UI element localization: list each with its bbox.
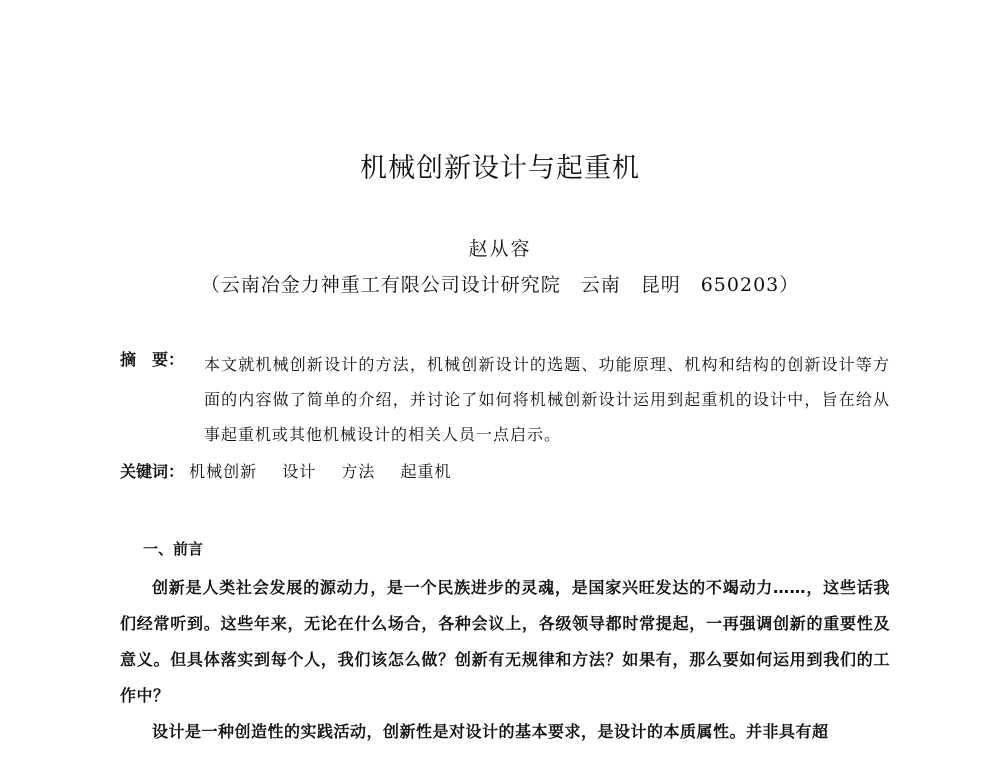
- keyword: 起重机: [400, 462, 452, 481]
- abstract-label: 摘 要：: [120, 350, 185, 369]
- paper-title: 机械创新设计与起重机: [360, 153, 640, 184]
- keywords-label: 关键词：: [120, 462, 185, 481]
- keyword: 机械创新: [189, 462, 258, 481]
- paragraph: 设计是一种创造性的实践活动，创新性是对设计的基本要求，是设计的本质属性。并非具有超: [152, 722, 829, 741]
- keyword: 方法: [341, 462, 376, 481]
- author-affiliation: （云南冶金力神重工有限公司设计研究院 云南 昆明 650203）: [200, 274, 800, 296]
- body-text: [120, 570, 890, 750]
- paragraph: 创新是人类社会发展的源动力，是一个民族进步的灵魂，是国家兴旺发达的不竭动力……，这些话我们经常听到。这些年来，无论在什么场合，各种会议上，各级领导都时常提起，一再强调创新的重要性及意义。但具体落实到每个人，我们该怎么做？创新有无规律和方法？如果有，那么要如何运用到我们的工作中？: [120, 578, 890, 705]
- abstract-text: 本文就机械创新设计的方法，机械创新设计的选题、功能原理、机构和结构的创新设计等方面的内容做了简单的介绍，并讨论了如何将机械创新设计运用到起重机的设计中，旨在给从事起重机或其他机械设计的相关人员一点启示。: [204, 355, 890, 444]
- keywords: [120, 459, 890, 482]
- author-name: 赵从容: [468, 238, 532, 260]
- keyword: 设计: [282, 462, 317, 481]
- section-heading: 一、前言: [143, 540, 204, 558]
